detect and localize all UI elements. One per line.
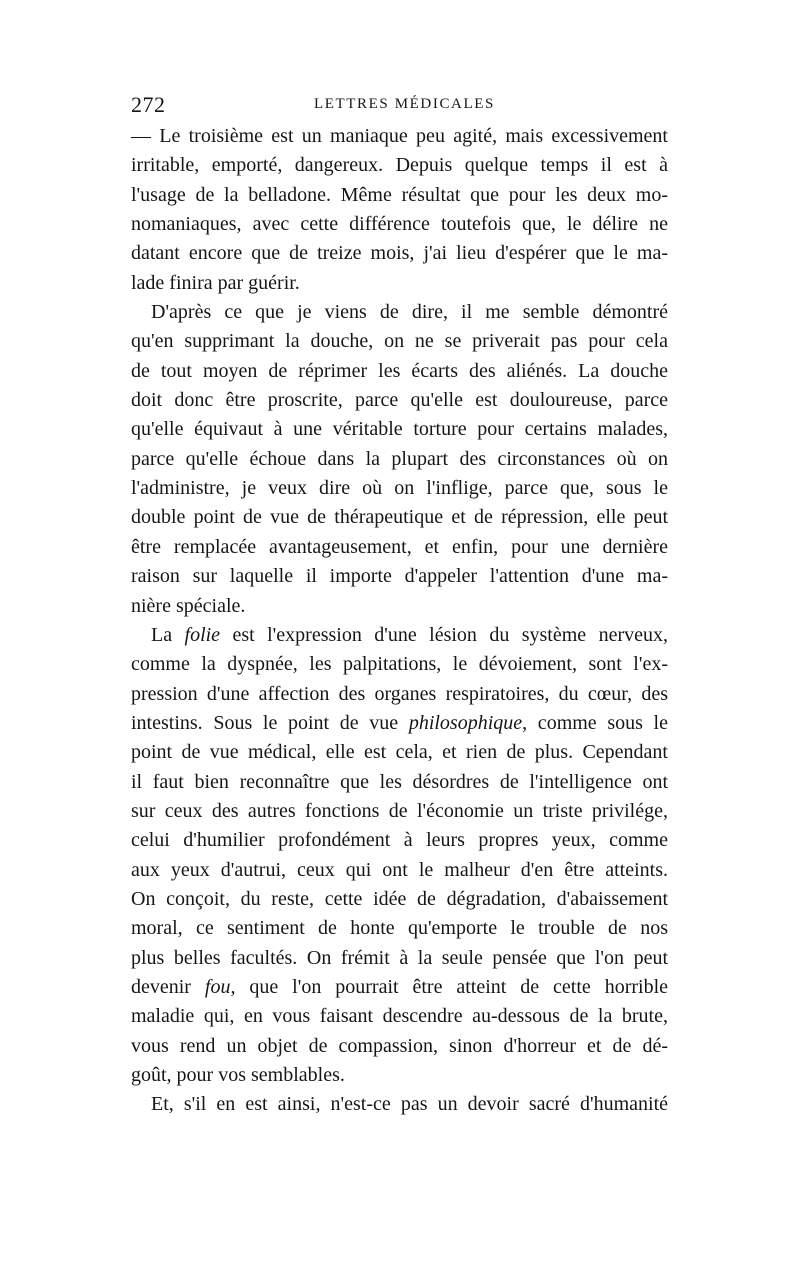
text-line: maladie qui, en vous faisant descendre au-dessous de la brute, — [131, 1005, 668, 1028]
text-fragment: devenir — [131, 975, 191, 998]
italic-word-folie: folie — [184, 623, 221, 646]
text-line: doit donc être proscrite, parce qu'elle est douloureuse, parce — [131, 389, 668, 412]
text-line — [131, 709, 668, 738]
text-line: aux yeux d'autrui, ceux qui ont le malheur d'en être atteints. — [131, 858, 668, 881]
text-line: double point de vue de thérapeutique et de répression, elle peut — [131, 506, 668, 529]
text-fragment: intestins. Sous le point de vue — [131, 711, 399, 734]
text-line: parce qu'elle échoue dans la plupart des circonstances où on — [131, 447, 668, 470]
italic-word-fou: fou — [204, 975, 231, 998]
text-line: pression d'une affection des organes respiratoires, du cœur, des — [131, 682, 668, 705]
text-fragment: , que l'on pourrait être atteint de cette horrible — [230, 975, 669, 998]
page-number: 272 — [131, 92, 166, 117]
running-title: LETTRES MÉDICALES — [314, 96, 495, 112]
text-line: Et, s'il en est ainsi, n'est-ce pas un devoir sacré d'humanité — [151, 1093, 668, 1116]
text-fragment: est l'expression d'une lésion du système nerveux, — [232, 623, 669, 646]
text-fragment: , comme sous le — [522, 711, 668, 734]
text-line: irritable, emporté, dangereux. Depuis quelque temps il est à — [131, 154, 668, 177]
text-line: D'après ce que je viens de dire, il me semble démontré — [151, 301, 668, 324]
text-line: l'usage de la belladone. Même résultat que pour les deux mo- — [131, 183, 668, 206]
text-line: vous rend un objet de compassion, sinon d'horreur et de dé- — [131, 1034, 668, 1057]
text-line: goût, pour vos semblables. — [131, 1064, 345, 1086]
text-line: — Le troisième est un maniaque peu agité, mais excessivement — [131, 125, 668, 147]
body-text — [131, 122, 668, 1120]
text-line: qu'elle équivaut à une véritable torture pour certains malades, — [131, 418, 668, 441]
text-line: comme la dyspnée, les palpitations, le dévoiement, sont l'ex- — [131, 653, 668, 676]
text-line: de tout moyen de réprimer les écarts des aliénés. La douche — [131, 359, 668, 382]
text-line — [131, 973, 668, 1002]
text-line: l'administre, je veux dire où on l'inflige, parce que, sous le — [131, 477, 668, 500]
text-fragment: La — [151, 623, 173, 646]
text-line: plus belles facultés. On frémit à la seule pensée que l'on peut — [131, 946, 668, 969]
text-line: moral, ce sentiment de honte qu'emporte le trouble de nos — [131, 917, 668, 940]
text-line: lade finira par guérir. — [131, 271, 300, 294]
italic-word-philosophique: philosophique — [408, 711, 523, 734]
running-head — [131, 92, 668, 120]
text-line: sur ceux des autres fonctions de l'économie un triste privilége, — [131, 799, 668, 822]
text-line: nière spéciale. — [131, 594, 246, 617]
text-line: celui d'humilier profondément à leurs propres yeux, comme — [131, 829, 668, 852]
text-line: raison sur laquelle il importe d'appeler l'attention d'une ma- — [131, 565, 668, 588]
text-line: nomaniaques, avec cette différence toutefois que, le délire ne — [131, 213, 668, 236]
text-line — [131, 621, 668, 650]
text-line: il faut bien reconnaître que les désordres de l'intelligence ont — [131, 770, 668, 793]
text-line: qu'en supprimant la douche, on ne se priverait pas pour cela — [131, 330, 668, 353]
text-line: point de vue médical, elle est cela, et rien de plus. Cependant — [131, 741, 668, 764]
text-line: être remplacée avantageusement, et enfin, pour une dernière — [131, 535, 668, 558]
text-line: datant encore que de treize mois, j'ai lieu d'espérer que le ma- — [131, 242, 668, 265]
text-line: On conçoit, du reste, cette idée de dégradation, d'abaissement — [131, 887, 668, 910]
